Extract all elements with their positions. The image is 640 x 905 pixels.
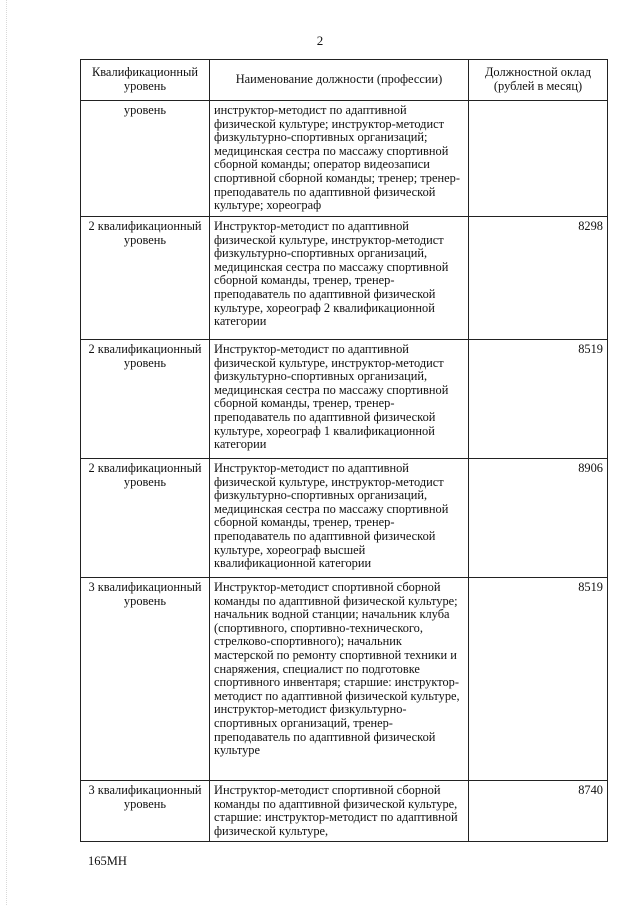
table-row [81, 781, 608, 842]
cell-position: Инструктор-методист по адаптивной физической культуре, инструктор-методист физкультурно-спортивных организаций, медицинская сестра по массажу спортивной сборной команды, тренер, тренер-преподаватель по адаптивной физической культуре, хореограф 1 квалификационной категории [210, 340, 469, 459]
cell-position: Инструктор-методист по адаптивной физической культуре, инструктор-методист физкультурно-спортивных организаций, медицинская сестра по массажу спортивной сборной команды, тренер, тренер-преподаватель по адаптивной физической культуре, хореограф 2 квалификационной категории [210, 217, 469, 340]
header-qualification-level: Квалификационный уровень [81, 60, 210, 101]
cell-salary [469, 101, 608, 217]
table-row [81, 217, 608, 340]
header-position-name: Наименование должности (профессии) [210, 60, 469, 101]
cell-level: 2 квалификационный уровень [81, 340, 210, 459]
document-code: 165МН [88, 854, 127, 868]
table-header-row [81, 60, 608, 101]
cell-salary: 8906 [469, 459, 608, 578]
header-salary: Должностной оклад (рублей в месяц) [469, 60, 608, 101]
cell-position: инструктор-методист по адаптивной физической культуре; инструктор-методист физкультурно-спортивных организаций; медицинская сестра по массажу спортивной сборной команды; оператор видеозаписи спортивной сборной команды; тренер; тренер-преподаватель по адаптивной физической культуре; хореограф [210, 101, 469, 217]
cell-position: Инструктор-методист по адаптивной физической культуре, инструктор-методист физкультурно-спортивных организаций, медицинская сестра по массажу спортивной сборной команды, тренер, тренер-преподаватель по адаптивной физической культуре, хореограф высшей квалификационной категории [210, 459, 469, 578]
scan-edge [6, 0, 8, 905]
salary-table [80, 59, 608, 842]
cell-level: 3 квалификационный уровень [81, 578, 210, 781]
cell-salary: 8740 [469, 781, 608, 842]
cell-level: 2 квалификационный уровень [81, 217, 210, 340]
cell-salary: 8298 [469, 217, 608, 340]
cell-salary: 8519 [469, 578, 608, 781]
cell-position: Инструктор-методист спортивной сборной команды по адаптивной физической культуре; начальник водной станции; начальник клуба (спортивного, спортивно-технического, стрелково-спортивного); начальник мастерской по ремонту спортивной техники и снаряжения, специалист по подготовке спортивного инвентаря; старшие: инструктор-методист по адаптивной физической культуре, инструктор-методист физкультурно-спортивных организаций, тренер-преподаватель по адаптивной физической культуре [210, 578, 469, 781]
table-row [81, 101, 608, 217]
cell-level: 2 квалификационный уровень [81, 459, 210, 578]
cell-level: уровень [81, 101, 210, 217]
cell-level: 3 квалификационный уровень [81, 781, 210, 842]
cell-position: Инструктор-методист спортивной сборной команды по адаптивной физической культуре, старшие: инструктор-методист по адаптивной физической культуре, [210, 781, 469, 842]
cell-salary: 8519 [469, 340, 608, 459]
table-row [81, 340, 608, 459]
page-number: 2 [316, 33, 324, 48]
table-row [81, 459, 608, 578]
table-row [81, 578, 608, 781]
